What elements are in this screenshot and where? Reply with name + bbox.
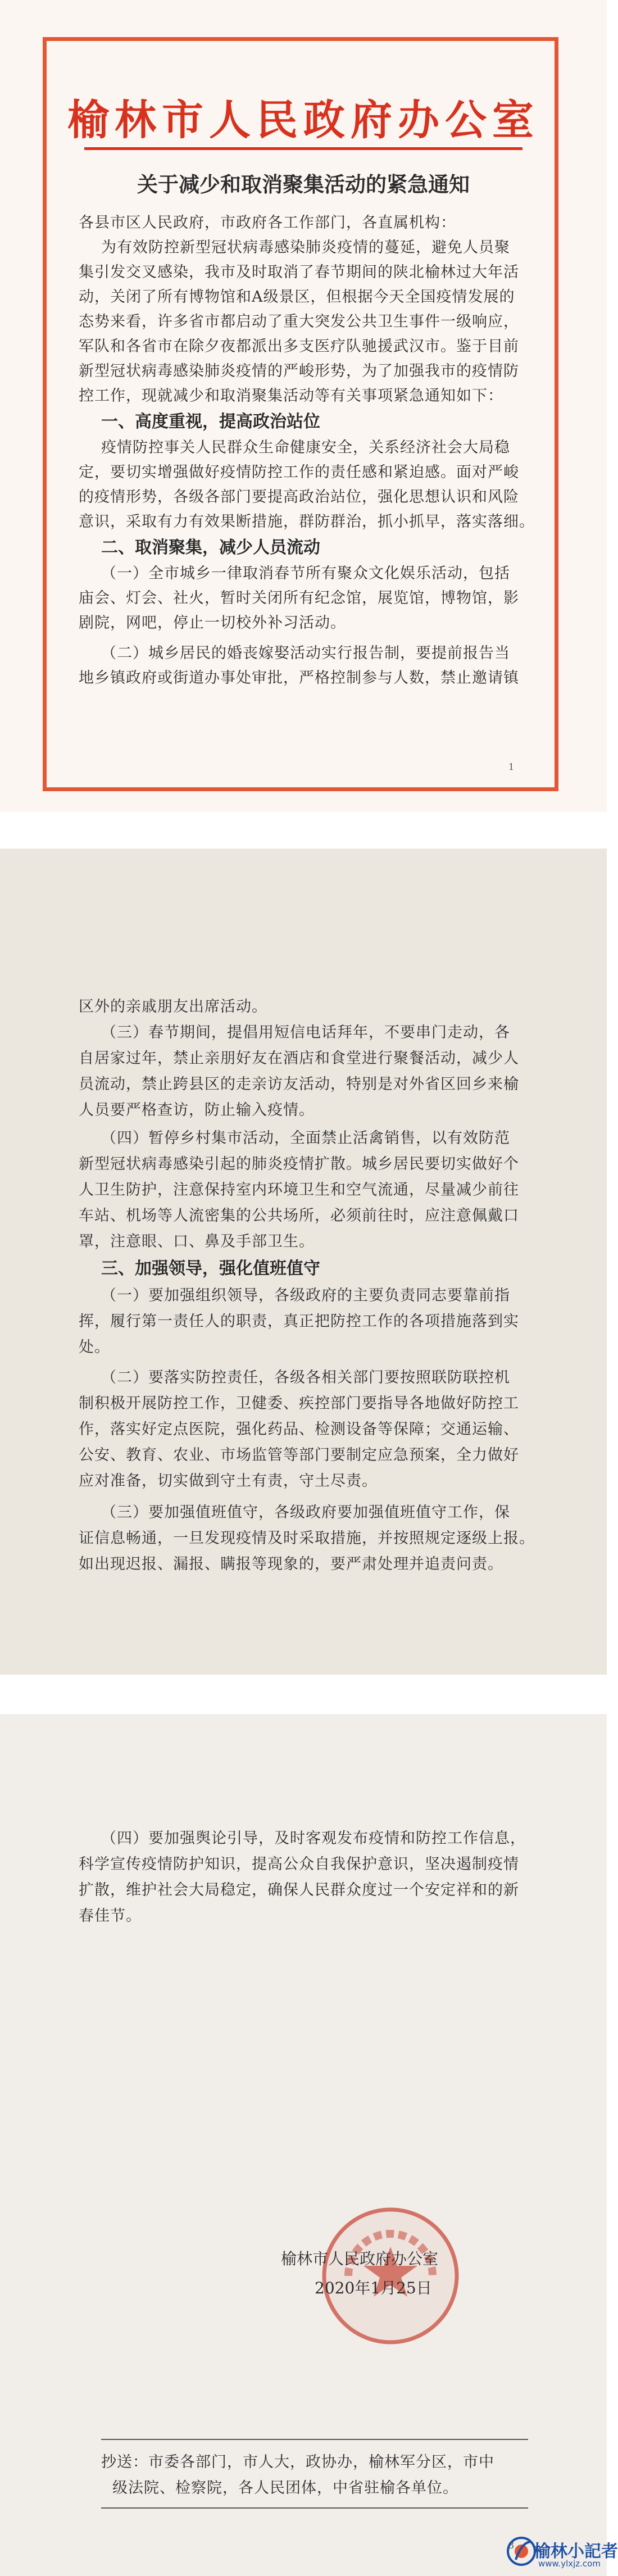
- section-3-item-2-line: 制积极开展防控工作，卫健委、疾控部门要指导各地做好防控工: [79, 1395, 519, 1412]
- section-3-item-1-line: 挥，履行第一责任人的职责，真正把防控工作的各项措施落到实: [79, 1313, 519, 1330]
- section-3-item-4-line: 春佳节。: [79, 1907, 142, 1925]
- watermark-url: www.ylxjz.com: [538, 2559, 601, 2569]
- section-1-line: 意识，采取有力有效果断措施，群防群治，抓小抓早，落实落细。: [79, 513, 535, 530]
- section-1-line: 疫情防控事关人民群众生命健康安全，关系经济社会大局稳: [101, 439, 510, 456]
- section-2-item-1-line: （一）全市城乡一律取消春节所有聚众文化娱乐活动，包括: [101, 565, 510, 582]
- section-3-item-3-line: 如出现迟报、漏报、瞒报等现象的，要严肃处理并追责问责。: [79, 1555, 503, 1573]
- body-line: 自居家过年，禁止亲朋好友在酒店和食堂进行聚餐活动，减少人: [79, 1050, 519, 1067]
- section-2-heading: 二、取消聚集，减少人员流动: [101, 538, 320, 557]
- intro-line: 集引发交叉感染，我市及时取消了春节期间的陕北榆林过大年活: [79, 264, 519, 281]
- section-2-item-1-line: 庙会、灯会、社火，暂时关闭所有纪念馆，展览馆，博物馆，影: [79, 589, 519, 607]
- section-3-item-1-line: 处。: [79, 1339, 110, 1356]
- section-3-item-2-line: （二）要落实防控责任，各级各相关部门要按照联防联控机: [101, 1369, 510, 1386]
- document-title: 关于减少和取消聚集活动的紧急通知: [137, 172, 470, 197]
- section-3-item-3-line: 证信息畅通，一旦发现疫情及时采取措施，并按照规定逐级上报。: [79, 1530, 535, 1547]
- document-page-2: [0, 849, 607, 1675]
- intro-line: 动，关闭了所有博物馆和A级景区，但根据今天全国疫情发展的: [79, 288, 515, 306]
- issuing-office-header: 榆林市人民政府办公室: [67, 96, 539, 144]
- body-line: 罩，注意眼、口、鼻及手部卫生。: [79, 1233, 315, 1250]
- body-line: 新型冠状病毒感染引起的肺炎疫情扩散。城乡居民要切实做好个: [79, 1155, 519, 1173]
- cc-bottom-rule: [101, 2507, 528, 2509]
- document-page-3: [0, 1714, 607, 2576]
- body-line: 区外的亲戚朋友出席活动。: [79, 998, 267, 1015]
- intro-line: 军队和各省市在除夕夜都派出多支医疗队驰援武汉市。鉴于目前: [79, 338, 519, 355]
- body-line: 员流动，禁止跨县区的走亲访友活动，特别是对外省区回乡来榆: [79, 1076, 519, 1093]
- issue-date: 2020年1月25日: [315, 2279, 432, 2297]
- body-line: 人卫生防护，注意保持室内环境卫生和空气流通，尽量减少前往: [79, 1181, 519, 1199]
- watermark-name: 榆林小記者: [534, 2542, 618, 2561]
- body-line: （三）春节期间，提倡用短信电话拜年，不要串门走动，各: [101, 1024, 510, 1041]
- body-line: （四）暂停乡村集市活动，全面禁止活禽销售，以有效防范: [101, 1130, 510, 1147]
- section-2-item-1-line: 剧院，网吧，停止一切校外补习活动。: [79, 614, 346, 632]
- section-3-item-2-line: 公安、教育、农业、市场监管等部门要制定应急预案，全力做好: [79, 1446, 519, 1464]
- body-line: 车站、机场等人流密集的公共场所，必须前往时，应注意佩戴口: [79, 1207, 519, 1224]
- cc-top-rule: [101, 2439, 528, 2440]
- cc-line: 级法院、检察院，各人民团体，中省驻榆各单位。: [112, 2479, 458, 2497]
- document-page-1: [0, 0, 607, 812]
- section-1-line: 的疫情形势，各级各部门要提高政治站位，强化思想认识和风险: [79, 488, 519, 506]
- section-2-item-2-line: （二）城乡居民的婚丧嫁娶活动实行报告制，要提前报告当: [101, 645, 510, 662]
- section-2-item-2-line: 地乡镇政府或街道办事处审批，严格控制参与人数，禁止邀请镇: [79, 669, 519, 687]
- intro-line: 为有效防控新型冠状病毒感染肺炎疫情的蔓延，避免人员聚: [101, 239, 510, 256]
- section-3-item-4-line: 科学宣传疫情防护知识，提高公众自我保护意识，坚决遏制疫情: [79, 1856, 519, 1873]
- intro-line: 态势来看，许多省市都启动了重大突发公共卫生事件一级响应，: [79, 313, 519, 330]
- recipients-line: 各县市区人民政府，市政府各工作部门，各直属机构：: [79, 214, 456, 232]
- section-3-item-2-line: 作，落实好定点医院，强化药品、检测设备等保障；交通运输、: [79, 1421, 519, 1438]
- section-3-item-4-line: 扩散，维护社会大局稳定，确保人民群众度过一个安定祥和的新: [79, 1881, 519, 1899]
- red-header-rule: [84, 147, 522, 150]
- section-3-item-4-line: （四）要加强舆论引导，及时客观发布疫情和防控工作信息，: [101, 1830, 526, 1847]
- section-3-item-2-line: 应对准备，切实做到守土有责，守土尽责。: [79, 1472, 378, 1490]
- section-1-line: 定，要切实增强做好疫情防控工作的责任感和紧迫感。面对严峻: [79, 464, 519, 481]
- body-line: 人员要严格查访，防止输入疫情。: [79, 1101, 315, 1119]
- issuer-signature: 榆林市人民政府办公室: [281, 2250, 439, 2268]
- section-1-heading: 一、高度重视，提高政治站位: [101, 412, 320, 432]
- section-3-item-3-line: （三）要加强值班值守，各级政府要加强值班值守工作，保: [101, 1504, 510, 1521]
- section-3-item-1-line: （一）要加强组织领导，各级政府的主要负责同志要靠前指: [101, 1287, 510, 1304]
- intro-line: 新型冠状病毒感染肺炎疫情的严峻形势，为了加强我市的疫情防: [79, 362, 519, 380]
- cc-line: 抄送：市委各部门，市人大，政协办，榆林军分区，市中: [101, 2453, 494, 2471]
- page-number: 1: [508, 761, 515, 772]
- intro-line: 控工作，现就减少和取消聚集活动等有关事项紧急通知如下：: [79, 387, 503, 405]
- page-number: 3: [508, 2540, 515, 2551]
- section-3-heading: 三、加强领导，强化值班值守: [101, 1259, 320, 1278]
